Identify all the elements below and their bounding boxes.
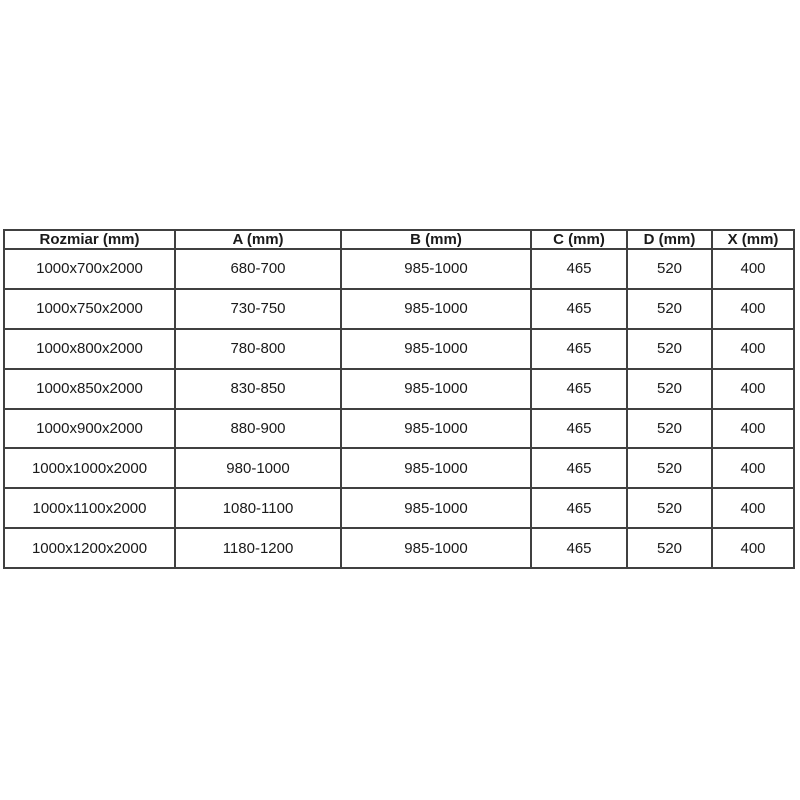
b-cell: 985-1000 [341, 289, 531, 329]
c-cell: 465 [531, 289, 627, 329]
c-cell: 465 [531, 249, 627, 289]
a-cell: 780-800 [175, 329, 341, 369]
table-row [4, 249, 794, 289]
size-cell: 1000x1100x2000 [4, 488, 175, 528]
b-cell: 985-1000 [341, 409, 531, 449]
c-cell: 465 [531, 329, 627, 369]
a-cell: 1180-1200 [175, 528, 341, 568]
header-c: C (mm) [531, 230, 627, 249]
size-cell: 1000x800x2000 [4, 329, 175, 369]
a-cell: 730-750 [175, 289, 341, 329]
d-cell: 520 [627, 369, 712, 409]
dimensions-table [3, 229, 795, 569]
table-row [4, 289, 794, 329]
a-cell: 680-700 [175, 249, 341, 289]
x-cell: 400 [712, 249, 794, 289]
x-cell: 400 [712, 448, 794, 488]
b-cell: 985-1000 [341, 369, 531, 409]
x-cell: 400 [712, 369, 794, 409]
table-row [4, 528, 794, 568]
c-cell: 465 [531, 369, 627, 409]
table-row [4, 448, 794, 488]
size-cell: 1000x700x2000 [4, 249, 175, 289]
table-row [4, 329, 794, 369]
header-rozmiar: Rozmiar (mm) [4, 230, 175, 249]
a-cell: 980-1000 [175, 448, 341, 488]
table-row [4, 369, 794, 409]
size-cell: 1000x750x2000 [4, 289, 175, 329]
a-cell: 880-900 [175, 409, 341, 449]
header-d: D (mm) [627, 230, 712, 249]
b-cell: 985-1000 [341, 488, 531, 528]
x-cell: 400 [712, 409, 794, 449]
x-cell: 400 [712, 289, 794, 329]
d-cell: 520 [627, 448, 712, 488]
c-cell: 465 [531, 488, 627, 528]
size-cell: 1000x850x2000 [4, 369, 175, 409]
header-x: X (mm) [712, 230, 794, 249]
c-cell: 465 [531, 409, 627, 449]
d-cell: 520 [627, 488, 712, 528]
d-cell: 520 [627, 249, 712, 289]
table-row [4, 488, 794, 528]
header-b: B (mm) [341, 230, 531, 249]
d-cell: 520 [627, 329, 712, 369]
d-cell: 520 [627, 289, 712, 329]
x-cell: 400 [712, 488, 794, 528]
table-header-row [4, 230, 794, 249]
c-cell: 465 [531, 528, 627, 568]
table-row [4, 409, 794, 449]
size-cell: 1000x1000x2000 [4, 448, 175, 488]
d-cell: 520 [627, 409, 712, 449]
b-cell: 985-1000 [341, 329, 531, 369]
c-cell: 465 [531, 448, 627, 488]
size-cell: 1000x1200x2000 [4, 528, 175, 568]
b-cell: 985-1000 [341, 448, 531, 488]
a-cell: 1080-1100 [175, 488, 341, 528]
d-cell: 520 [627, 528, 712, 568]
x-cell: 400 [712, 329, 794, 369]
header-a: A (mm) [175, 230, 341, 249]
b-cell: 985-1000 [341, 528, 531, 568]
a-cell: 830-850 [175, 369, 341, 409]
size-cell: 1000x900x2000 [4, 409, 175, 449]
b-cell: 985-1000 [341, 249, 531, 289]
x-cell: 400 [712, 528, 794, 568]
